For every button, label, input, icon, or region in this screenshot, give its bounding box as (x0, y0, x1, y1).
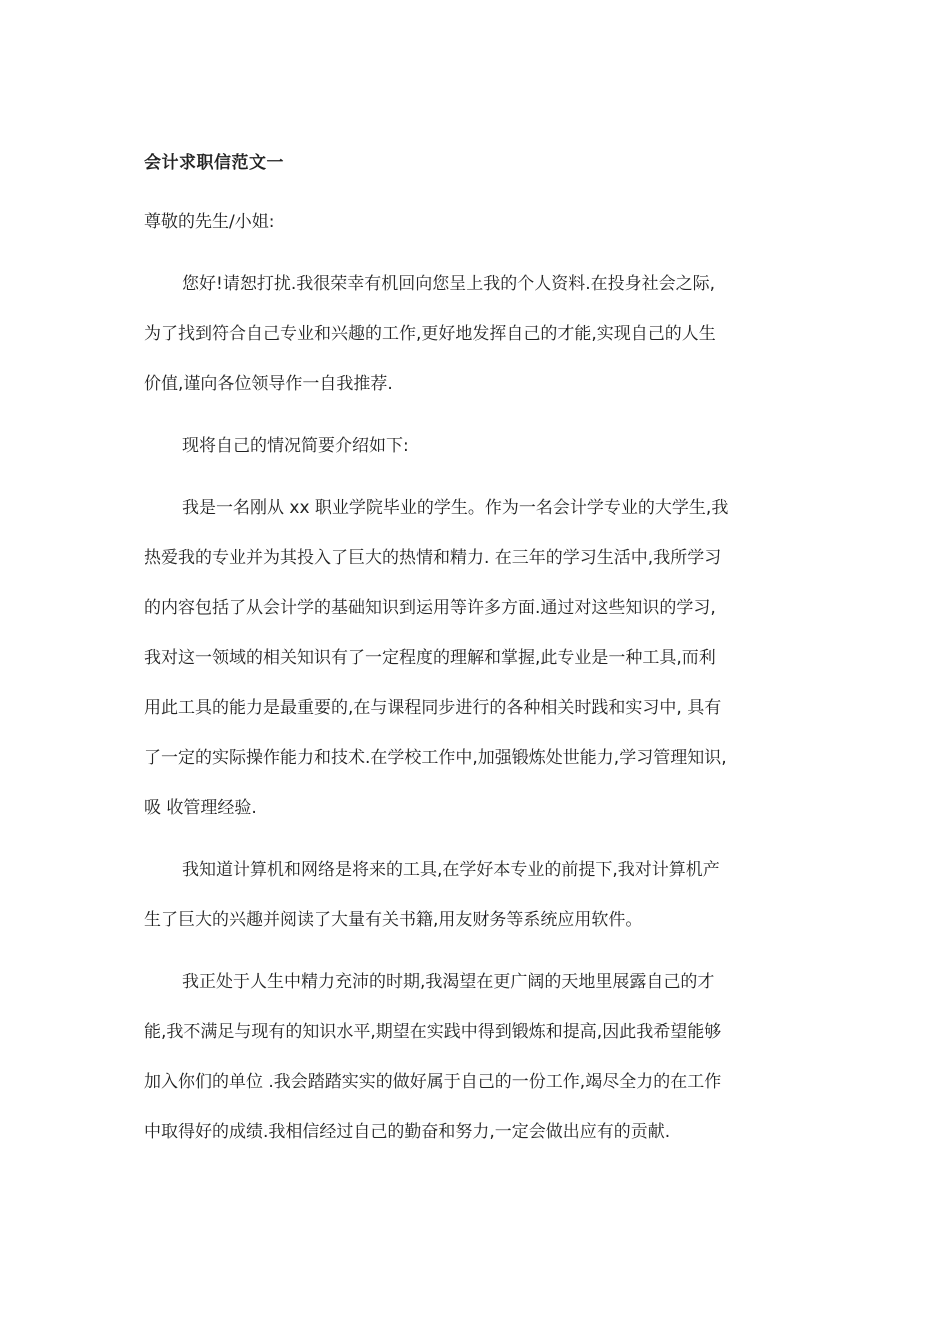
paragraph-line: 吸 收管理经验. (144, 798, 257, 818)
paragraph-line: 我正处于人生中精力充沛的时期,我渴望在更广阔的天地里展露自己的才 (182, 972, 715, 992)
paragraph-line: 价值,谨向各位领导作一自我推荐. (144, 374, 393, 394)
paragraph-line: 我对这一领域的相关知识有了一定程度的理解和掌握,此专业是一种工具,而利 (144, 648, 716, 668)
paragraph-line: 生了巨大的兴趣并阅读了大量有关书籍,用友财务等系统应用软件。 (144, 910, 643, 930)
paragraph-line: 现将自己的情况简要介绍如下: (182, 436, 409, 456)
paragraph-line: 热爱我的专业并为其投入了巨大的热情和精力. 在三年的学习生活中,我所学习 (144, 548, 722, 568)
paragraph-line: 的内容包括了从会计学的基础知识到运用等许多方面.通过对这些知识的学习, (144, 598, 716, 618)
paragraph-line: 中取得好的成绩.我相信经过自己的勤奋和努力,一定会做出应有的贡献. (144, 1122, 671, 1142)
paragraph-line: 我是一名刚从 xx 职业学院毕业的学生。作为一名会计学专业的大学生,我 (182, 498, 729, 518)
paragraph-line: 为了找到符合自己专业和兴趣的工作,更好地发挥自己的才能,实现自己的人生 (144, 324, 716, 344)
paragraph-line: 用此工具的能力是最重要的,在与课程同步进行的各种相关时践和实习中, 具有 (144, 698, 722, 718)
paragraph-line: 了一定的实际操作能力和技术.在学校工作中,加强锻炼处世能力,学习管理知识, (144, 748, 727, 768)
document-title: 会计求职信范文一 (144, 153, 284, 173)
paragraph-line: 我知道计算机和网络是将来的工具,在学好本专业的前提下,我对计算机产 (182, 860, 720, 880)
paragraph-line: 加入你们的单位 .我会踏踏实实的做好属于自己的一份工作,竭尽全力的在工作 (144, 1072, 722, 1092)
salutation: 尊敬的先生/小姐: (144, 212, 275, 232)
paragraph-line: 能,我不满足与现有的知识水平,期望在实践中得到锻炼和提高,因此我希望能够 (144, 1022, 722, 1042)
paragraph-line: 您好!请恕打扰.我很荣幸有机回向您呈上我的个人资料.在投身社会之际, (182, 274, 716, 294)
